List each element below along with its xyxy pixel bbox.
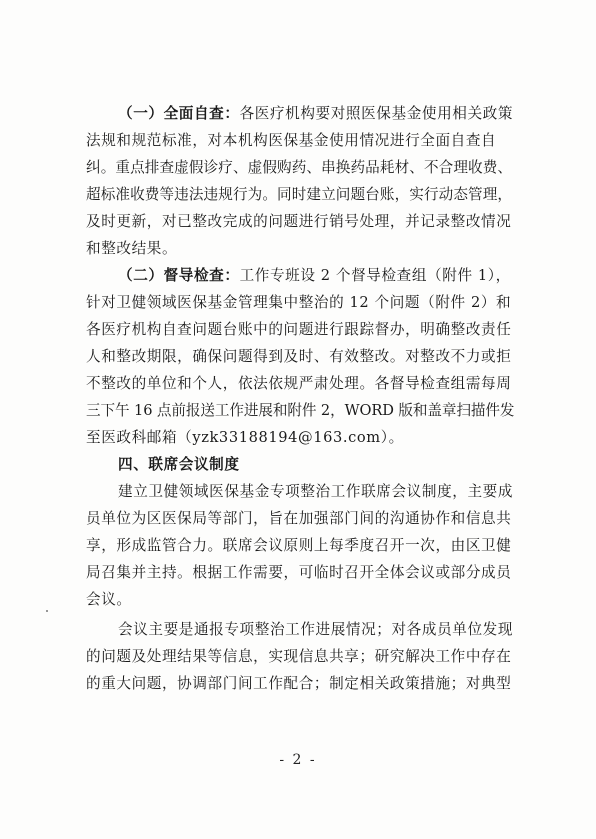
paragraph-line: 享，形成监管合力。联席会议原则上每季度召开一次，由区卫健 [86,537,512,554]
paragraph-line: 及时更新，对已整改完成的问题进行销号处理，并记录整改情况 [86,213,512,230]
paragraph-line: 会议。 [86,591,132,608]
paragraph-line: 局召集并主持。根据工作需要，可临时召开全体会议或部分成员 [86,564,512,581]
paragraph-line: 的问题及处理结果等信息，实现信息共享；研究解决工作中存在 [86,648,512,665]
document-body [86,100,514,697]
paragraph-line: 工作专班设 2 个督导检查组（附件 1）， [239,267,511,284]
paragraph-joint-meeting-system [86,478,514,613]
paragraph-line: 不整改的单位和个人，依法依规严肃处理。各督导检查组需每周 [86,375,512,392]
scan-margin-mark [46,610,48,612]
paragraph-line: 会议主要是通报专项整治工作进展情况；对各成员单位发现 [118,621,514,638]
paragraph-line: 建立卫健领域医保基金专项整治工作联席会议制度，主要成 [118,483,514,500]
paragraph-line: 员单位为区医保局等部门，旨在加强部门间的沟通协作和信息共 [86,510,512,527]
paragraph-meeting-content [86,616,514,697]
paragraph-line: 法规和规范标准，对本机构医保基金使用情况进行全面自查自 [86,132,497,149]
paragraph-line: 纠。重点排查虚假诊疗、虚假购药、串换药品耗材、不合理收费、 [86,159,513,176]
supervision-lead: （二）督导检查： [118,267,240,284]
self-inspection-lead: （一）全面自查： [118,105,240,122]
paragraph-line: 针对卫健领域医保基金管理集中整治的 12 个问题（附件 2）和 [86,294,512,311]
paragraph-line: 超标准收费等违法违规行为。同时建立问题台账，实行动态管理， [86,186,513,203]
paragraph-self-inspection [86,100,514,262]
paragraph-line: 各医疗机构自查问题台账中的问题进行跟踪督办，明确整改责任 [86,321,512,338]
paragraph-line: 的重大问题，协调部门间工作配合；制定相关政策措施；对典型 [86,675,512,692]
page-number: - 2 - [279,752,317,768]
paragraph-line: 各医疗机构要对照医保基金使用相关政策 [239,105,514,122]
paragraph-line: 人和整改期限，确保问题得到及时、有效整改。对整改不力或拒 [86,348,512,365]
paragraph-supervision [86,262,514,451]
paragraph-line-email: 至医政科邮箱（yzk33188194@163.com）。 [86,429,404,446]
paragraph-line: 和整改结果。 [86,240,178,257]
paragraph-line: 三下午 16 点前报送工作进展和附件 2，WORD 版和盖章扫描件发 [86,402,515,419]
section-heading-joint-meeting: 四、联席会议制度 [118,456,240,473]
